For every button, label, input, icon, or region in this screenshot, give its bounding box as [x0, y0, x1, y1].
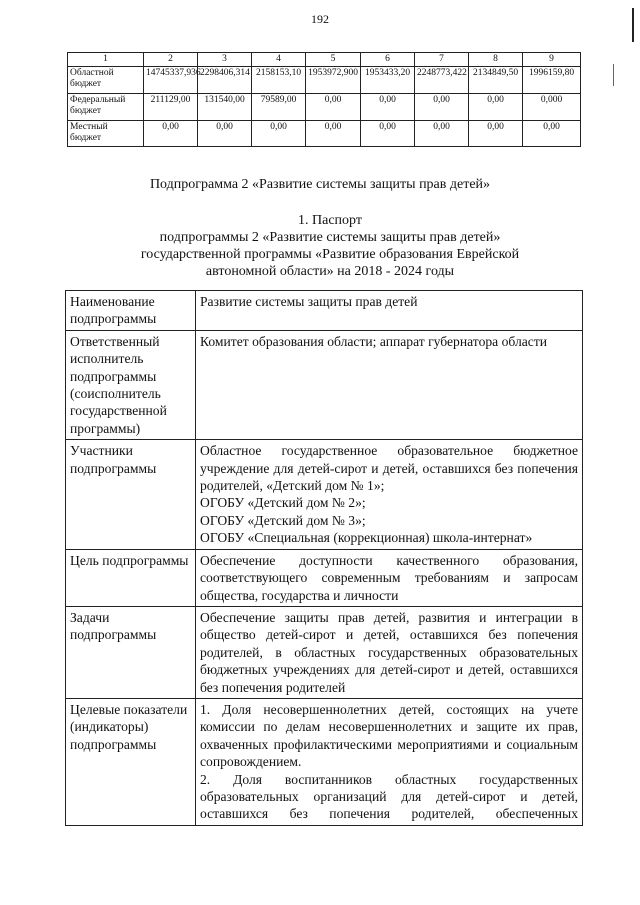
- passport-row-goal: [66, 549, 583, 606]
- finance-cell: 0,00: [415, 121, 469, 147]
- passport-label: Задачи подпрограммы: [66, 606, 196, 698]
- finance-cell: 79589,00: [252, 94, 306, 121]
- finance-cell: 2134849,50: [469, 67, 523, 94]
- finance-cell: 0,00: [198, 121, 252, 147]
- passport-value: [196, 698, 583, 825]
- indicator-item: 1. Доля несовершеннолетних детей, состоящих на учете комиссии по делам несовершеннолетних и защите их прав, охваченных профилактическими мероприятиями и социальным сопровождением.: [200, 701, 578, 770]
- finance-cell: 14745337,936: [144, 67, 198, 94]
- passport-label: Ответственный исполнитель подпрограммы (соисполнитель государственной программы): [66, 330, 196, 439]
- passport-row-tasks: [66, 606, 583, 698]
- finance-cell: 2298406,314: [198, 67, 252, 94]
- passport-value: [196, 606, 583, 698]
- margin-scan-mark: [613, 64, 614, 86]
- finance-header-cell: 1: [68, 53, 144, 67]
- participant-item: ОГОБУ «Детский дом № 3»;: [200, 512, 366, 528]
- finance-cell: 0,00: [469, 121, 523, 147]
- finance-cell: 0,00: [252, 121, 306, 147]
- page-number: 192: [311, 12, 329, 26]
- finance-cell: 0,00: [144, 121, 198, 147]
- finance-header-cell: 5: [306, 53, 361, 67]
- finance-row-label: Федеральный бюджет: [68, 94, 144, 121]
- finance-row-label: Областной бюджет: [68, 67, 144, 94]
- subprogram-heading: Подпрограмма 2 «Развитие системы защиты прав детей»: [149, 177, 491, 192]
- passport-table: [65, 290, 583, 826]
- passport-heading-line: 1. Паспорт: [298, 213, 362, 228]
- passport-label: Цель подпрограммы: [66, 549, 196, 606]
- finance-cell: 2158153,10: [252, 67, 306, 94]
- finance-header-cell: 8: [469, 53, 523, 67]
- passport-label: Участники подпрограммы: [66, 440, 196, 549]
- finance-cell: 0,00: [469, 94, 523, 121]
- tasks-text: Обеспечение защиты прав детей, развития и интеграции в общество детей-сирот и детей, оставшихся без попечения родителей, в областных государственных образовательных бюджетных учреждениях для детей-сирот и детей, оставшихся без попечения родителей: [200, 609, 578, 695]
- passport-value: [196, 440, 583, 549]
- finance-cell: 0,00: [306, 94, 361, 121]
- finance-cell: 0,00: [415, 94, 469, 121]
- passport-heading-line: автономной области» на 2018 - 2024 годы: [205, 264, 455, 279]
- finance-cell: 0,00: [306, 121, 361, 147]
- margin-scan-mark: [632, 8, 634, 42]
- finance-cell: 131540,00: [198, 94, 252, 121]
- finance-cell: 1953972,900: [306, 67, 361, 94]
- passport-row-responsible: [66, 330, 583, 439]
- finance-header-cell: 2: [144, 53, 198, 67]
- finance-cell: 0,00: [361, 94, 415, 121]
- indicator-item: 2. Доля воспитанников областных государственных образовательных организаций для детей-сирот и детей, оставшихся без попечения родителей, обеспеченных: [200, 771, 578, 822]
- finance-cell: 1996159,80: [523, 67, 581, 94]
- finance-cell: 0,00: [361, 121, 415, 147]
- finance-row-label: Местный бюджет: [68, 121, 144, 147]
- passport-row-indicators: [66, 698, 583, 825]
- participant-item: ОГОБУ «Детский дом № 2»;: [200, 495, 366, 511]
- finance-header-cell: 7: [415, 53, 469, 67]
- finance-cell: 2248773,422: [415, 67, 469, 94]
- goal-text: Обеспечение доступности качественного образования, соответствующего современным требованиям и запросам общества, государства и личности: [200, 552, 578, 603]
- passport-value: [196, 549, 583, 606]
- finance-cell: 0,00: [523, 121, 581, 147]
- finance-cell: 1953433,20: [361, 67, 415, 94]
- passport-heading-line: государственной программы «Развитие образования Еврейской: [140, 247, 520, 262]
- finance-header-cell: 4: [252, 53, 306, 67]
- passport-label: Целевые показатели (индикаторы) подпрограммы: [66, 698, 196, 825]
- finance-cell: 211129,00: [144, 94, 198, 121]
- participant-item: Областное государственное образовательное бюджетное учреждение для детей-сирот и детей, оставшихся без попечения родителей, «Детский дом № 1»;: [200, 443, 578, 494]
- passport-value: Комитет образования области; аппарат губернатора области: [196, 330, 583, 439]
- participant-item: ОГОБУ «Специальная (коррекционная) школа-интернат»: [200, 530, 533, 546]
- passport-label: Наименование подпрограммы: [66, 291, 196, 331]
- passport-value: Развитие системы защиты прав детей: [196, 291, 583, 331]
- finance-header-cell: 3: [198, 53, 252, 67]
- finance-cell: 0,000: [523, 94, 581, 121]
- finance-header-cell: 6: [361, 53, 415, 67]
- finance-header-cell: 9: [523, 53, 581, 67]
- passport-row-participants: [66, 440, 583, 549]
- passport-row-name: [66, 291, 583, 331]
- passport-heading-line: подпрограммы 2 «Развитие системы защиты прав детей»: [159, 230, 501, 245]
